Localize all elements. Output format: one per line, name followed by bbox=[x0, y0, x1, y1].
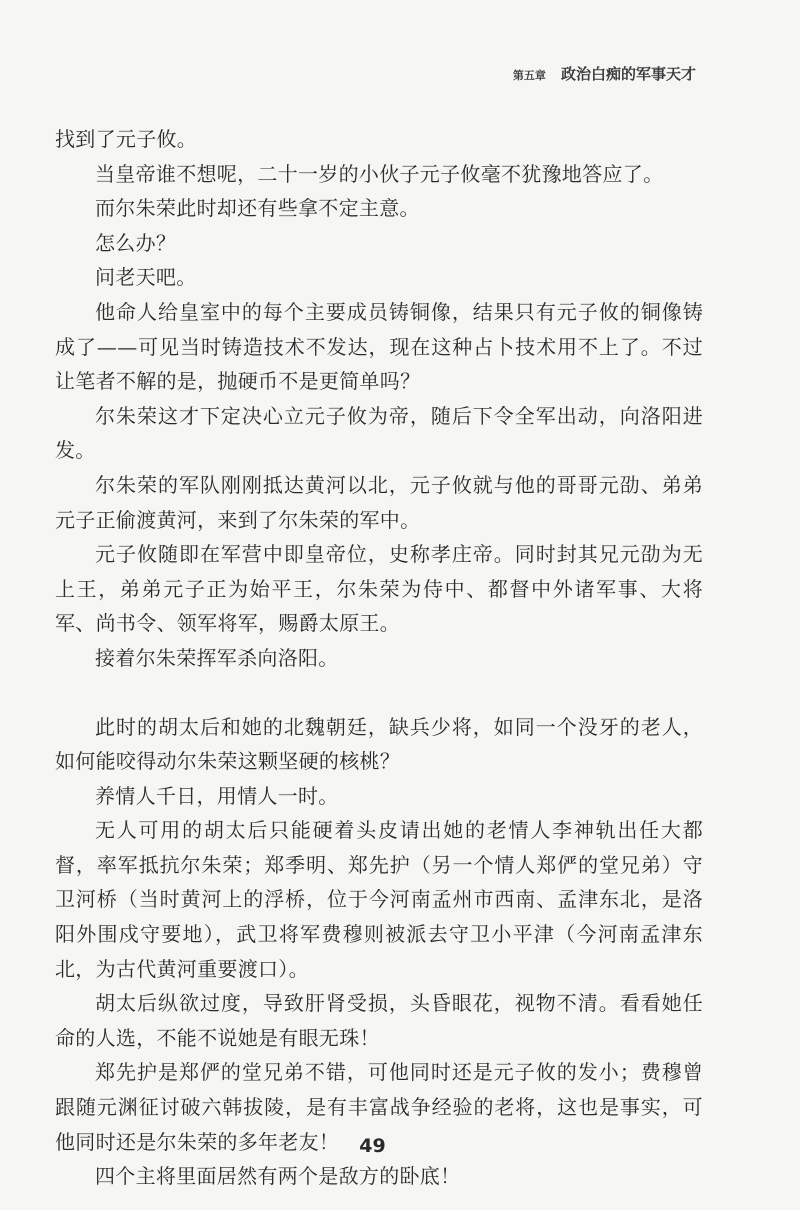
section-break bbox=[55, 676, 703, 710]
paragraph: 尔朱荣的军队刚刚抵达黄河以北，元子攸就与他的哥哥元劭、弟弟元子正偷渡黄河，来到了尔朱荣的军中。 bbox=[55, 472, 703, 532]
paragraph: 而尔朱荣此时却还有些拿不定主意。 bbox=[95, 196, 420, 221]
paragraph: 当皇帝谁不想呢，二十一岁的小伙子元子攸毫不犹豫地答应了。 bbox=[95, 161, 664, 186]
page-number: 49 bbox=[359, 1135, 386, 1157]
paragraph: 郑先护是郑俨的堂兄弟不错，可他同时还是元子攸的发小；费穆曾跟随元渊征讨破六韩拔陵，是有丰富战争经验的老将，这也是事实，可他同时还是尔朱荣的多年老友！ bbox=[55, 1060, 703, 1154]
running-header bbox=[513, 63, 696, 84]
paragraph: 怎么办？ bbox=[95, 230, 177, 255]
paragraph: 此时的胡太后和她的北魏朝廷，缺兵少将，如同一个没牙的老人，如何能咬得动尔朱荣这颗坚硬的核桃？ bbox=[55, 714, 703, 774]
paragraph: 养情人千日，用情人一时。 bbox=[95, 783, 339, 808]
paragraph: 胡太后纵欲过度，导致肝肾受损，头昏眼花，视物不清。看看她任命的人选，不能不说她是有眼无珠！ bbox=[55, 991, 703, 1050]
paragraph: 无人可用的胡太后只能硬着头皮请出她的老情人李神轨出任大都督，率军抵抗尔朱荣；郑季明、郑先护（另一个情人郑俨的堂兄弟）守卫河桥（当时黄河上的浮桥，位于今河南孟州市西南、孟津东北，是洛阳外围戍守要地），武卫将军费穆则被派去守卫小平津（今河南孟津东北，为古代黄河重要渡口）。 bbox=[55, 818, 703, 981]
paragraph: 找到了元子攸。 bbox=[55, 127, 198, 151]
chapter-title: 政治白痴的军事天才 bbox=[560, 65, 696, 83]
paragraph: 元子攸随即在军营中即皇帝位，史称孝庄帝。同时封其兄元劭为无上王，弟弟元子正为始平王，尔朱荣为侍中、都督中外诸军事、大将军、尚书令、领军将军，赐爵太原王。 bbox=[55, 542, 703, 636]
paragraph: 问老天吧。 bbox=[95, 265, 197, 290]
paragraph: 他命人给皇室中的每个主要成员铸铜像，结果只有元子攸的铜像铸成了——可见当时铸造技术不发达，现在这种占卜技术用不上了。不过让笔者不解的是，抛硬币不是更简单吗？ bbox=[55, 299, 703, 394]
chapter-label: 第五章 bbox=[512, 69, 546, 82]
paragraph: 尔朱荣这才下定决心立元子攸为帝，随后下令全军出动，向洛阳进发。 bbox=[55, 403, 703, 463]
paragraph: 四个主将里面居然有两个是敌方的卧底！ bbox=[95, 1164, 461, 1189]
paragraph: 接着尔朱荣挥军杀向洛阳。 bbox=[95, 645, 339, 670]
body-text bbox=[55, 122, 703, 1194]
